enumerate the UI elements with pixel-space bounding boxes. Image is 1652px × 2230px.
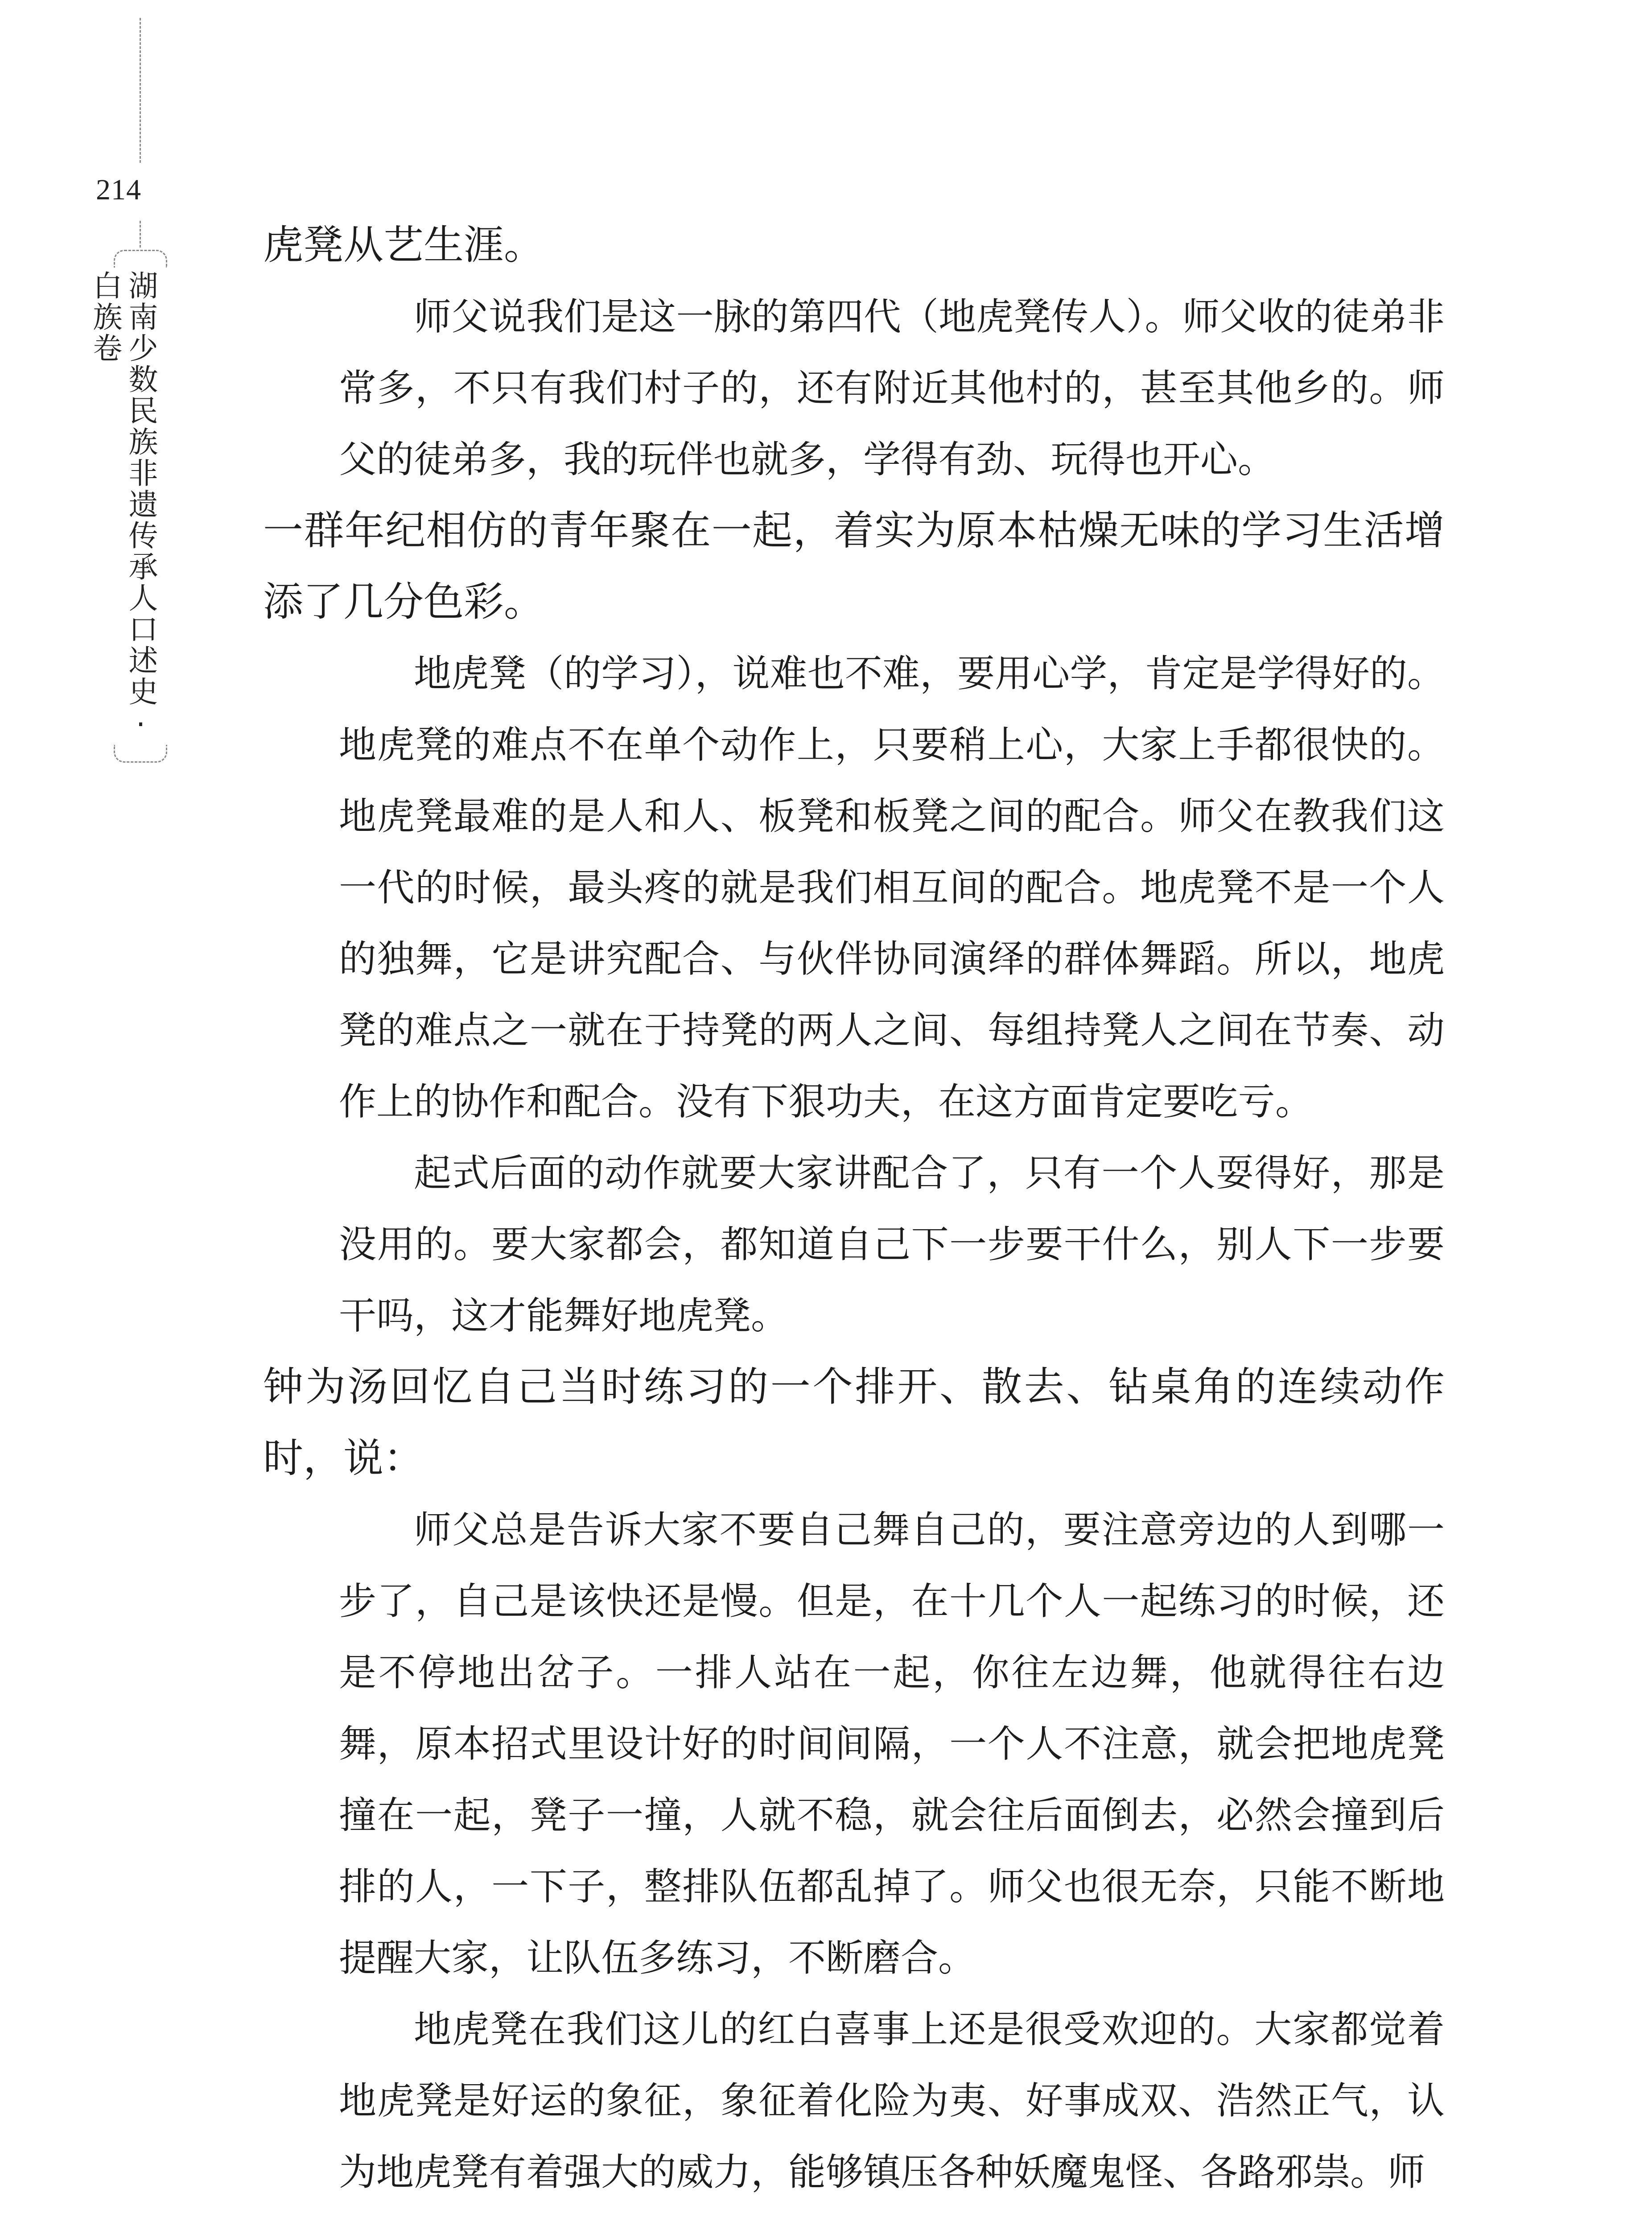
quote-paragraph-celebrations: 地虎凳在我们这儿的红白喜事上还是很受欢迎的。大家都觉着地虎凳是好运的象征，象征着化险为夷、好事成双、浩然正气，认为地虎凳有着强大的威力，能够镇压各种妖魔鬼怪、各路邪祟。师 xyxy=(339,2007,1445,2194)
page-number: 214 xyxy=(96,173,141,206)
body-text xyxy=(263,210,1445,2208)
quote-paragraph-lineage: 师父说我们是这一脉的第四代（地虎凳传人）。师父收的徒弟非常多，不只有我们村子的，还有附近其他村的，甚至其他乡的。师父的徒弟多，我的玩伴也就多，学得有劲、玩得也开心。 xyxy=(339,295,1445,481)
paragraph-recollection-intro: 钟为汤回忆自己当时练习的一个排开、散去、钻桌角的连续动作时，说： xyxy=(263,1363,1445,1482)
quote-paragraph-cooperation: 起式后面的动作就要大家讲配合了，只有一个人耍得好，那是没用的。要大家都会，都知道自己下一步要干什么，别人下一步要干吗，这才能舞好地虎凳。 xyxy=(339,1151,1445,1338)
bracket-bottom xyxy=(114,745,167,763)
quote-paragraph-difficulty: 地虎凳（的学习），说难也不难，要用心学，肯定是学得好的。地虎凳的难点不在单个动作上，只要稍上心，大家上手都很快的。地虎凳最难的是人和人、板凳和板凳之间的配合。师父在教我们这一代的时候，最头疼的就是我们相互间的配合。地虎凳不是一个人的独舞，它是讲究配合、与伙伴协同演绎的群体舞蹈。所以，地虎凳的难点之一就在于持凳的两人之间、每组持凳人之间在节奏、动作上的协作和配合。没有下狠功夫，在这方面肯定要吃亏。 xyxy=(339,652,1445,1123)
quote-paragraph-practice: 师父总是告诉大家不要自己舞自己的，要注意旁边的人到哪一步了，自己是该快还是慢。但是，在十几个人一起练习的时候，还是不停地出岔子。一排人站在一起，你往左边舞，他就得往右边舞，原本招式里设计好的时间间隔，一个人不注意，就会把地虎凳撞在一起，凳子一撞，人就不稳，就会往后面倒去，必然会撞到后排的人，一下子，整排队伍都乱掉了。师父也很无奈，只能不断地提醒大家，让队伍多练习，不断磨合。 xyxy=(339,1508,1445,1980)
bracket-top xyxy=(114,250,167,268)
dashed-rule-top xyxy=(140,18,141,163)
paragraph-continuation: 虎凳从艺生涯。 xyxy=(263,222,544,268)
dashed-rule-middle xyxy=(140,221,141,248)
series-title: 湖南少数民族非遗传承人口述史·白族卷 xyxy=(88,270,158,743)
paragraph-peers: 一群年纪相仿的青年聚在一起，着实为原本枯燥无味的学习生活增添了几分色彩。 xyxy=(263,507,1445,625)
page-margin-header xyxy=(87,18,176,749)
series-title-frame xyxy=(88,250,167,763)
